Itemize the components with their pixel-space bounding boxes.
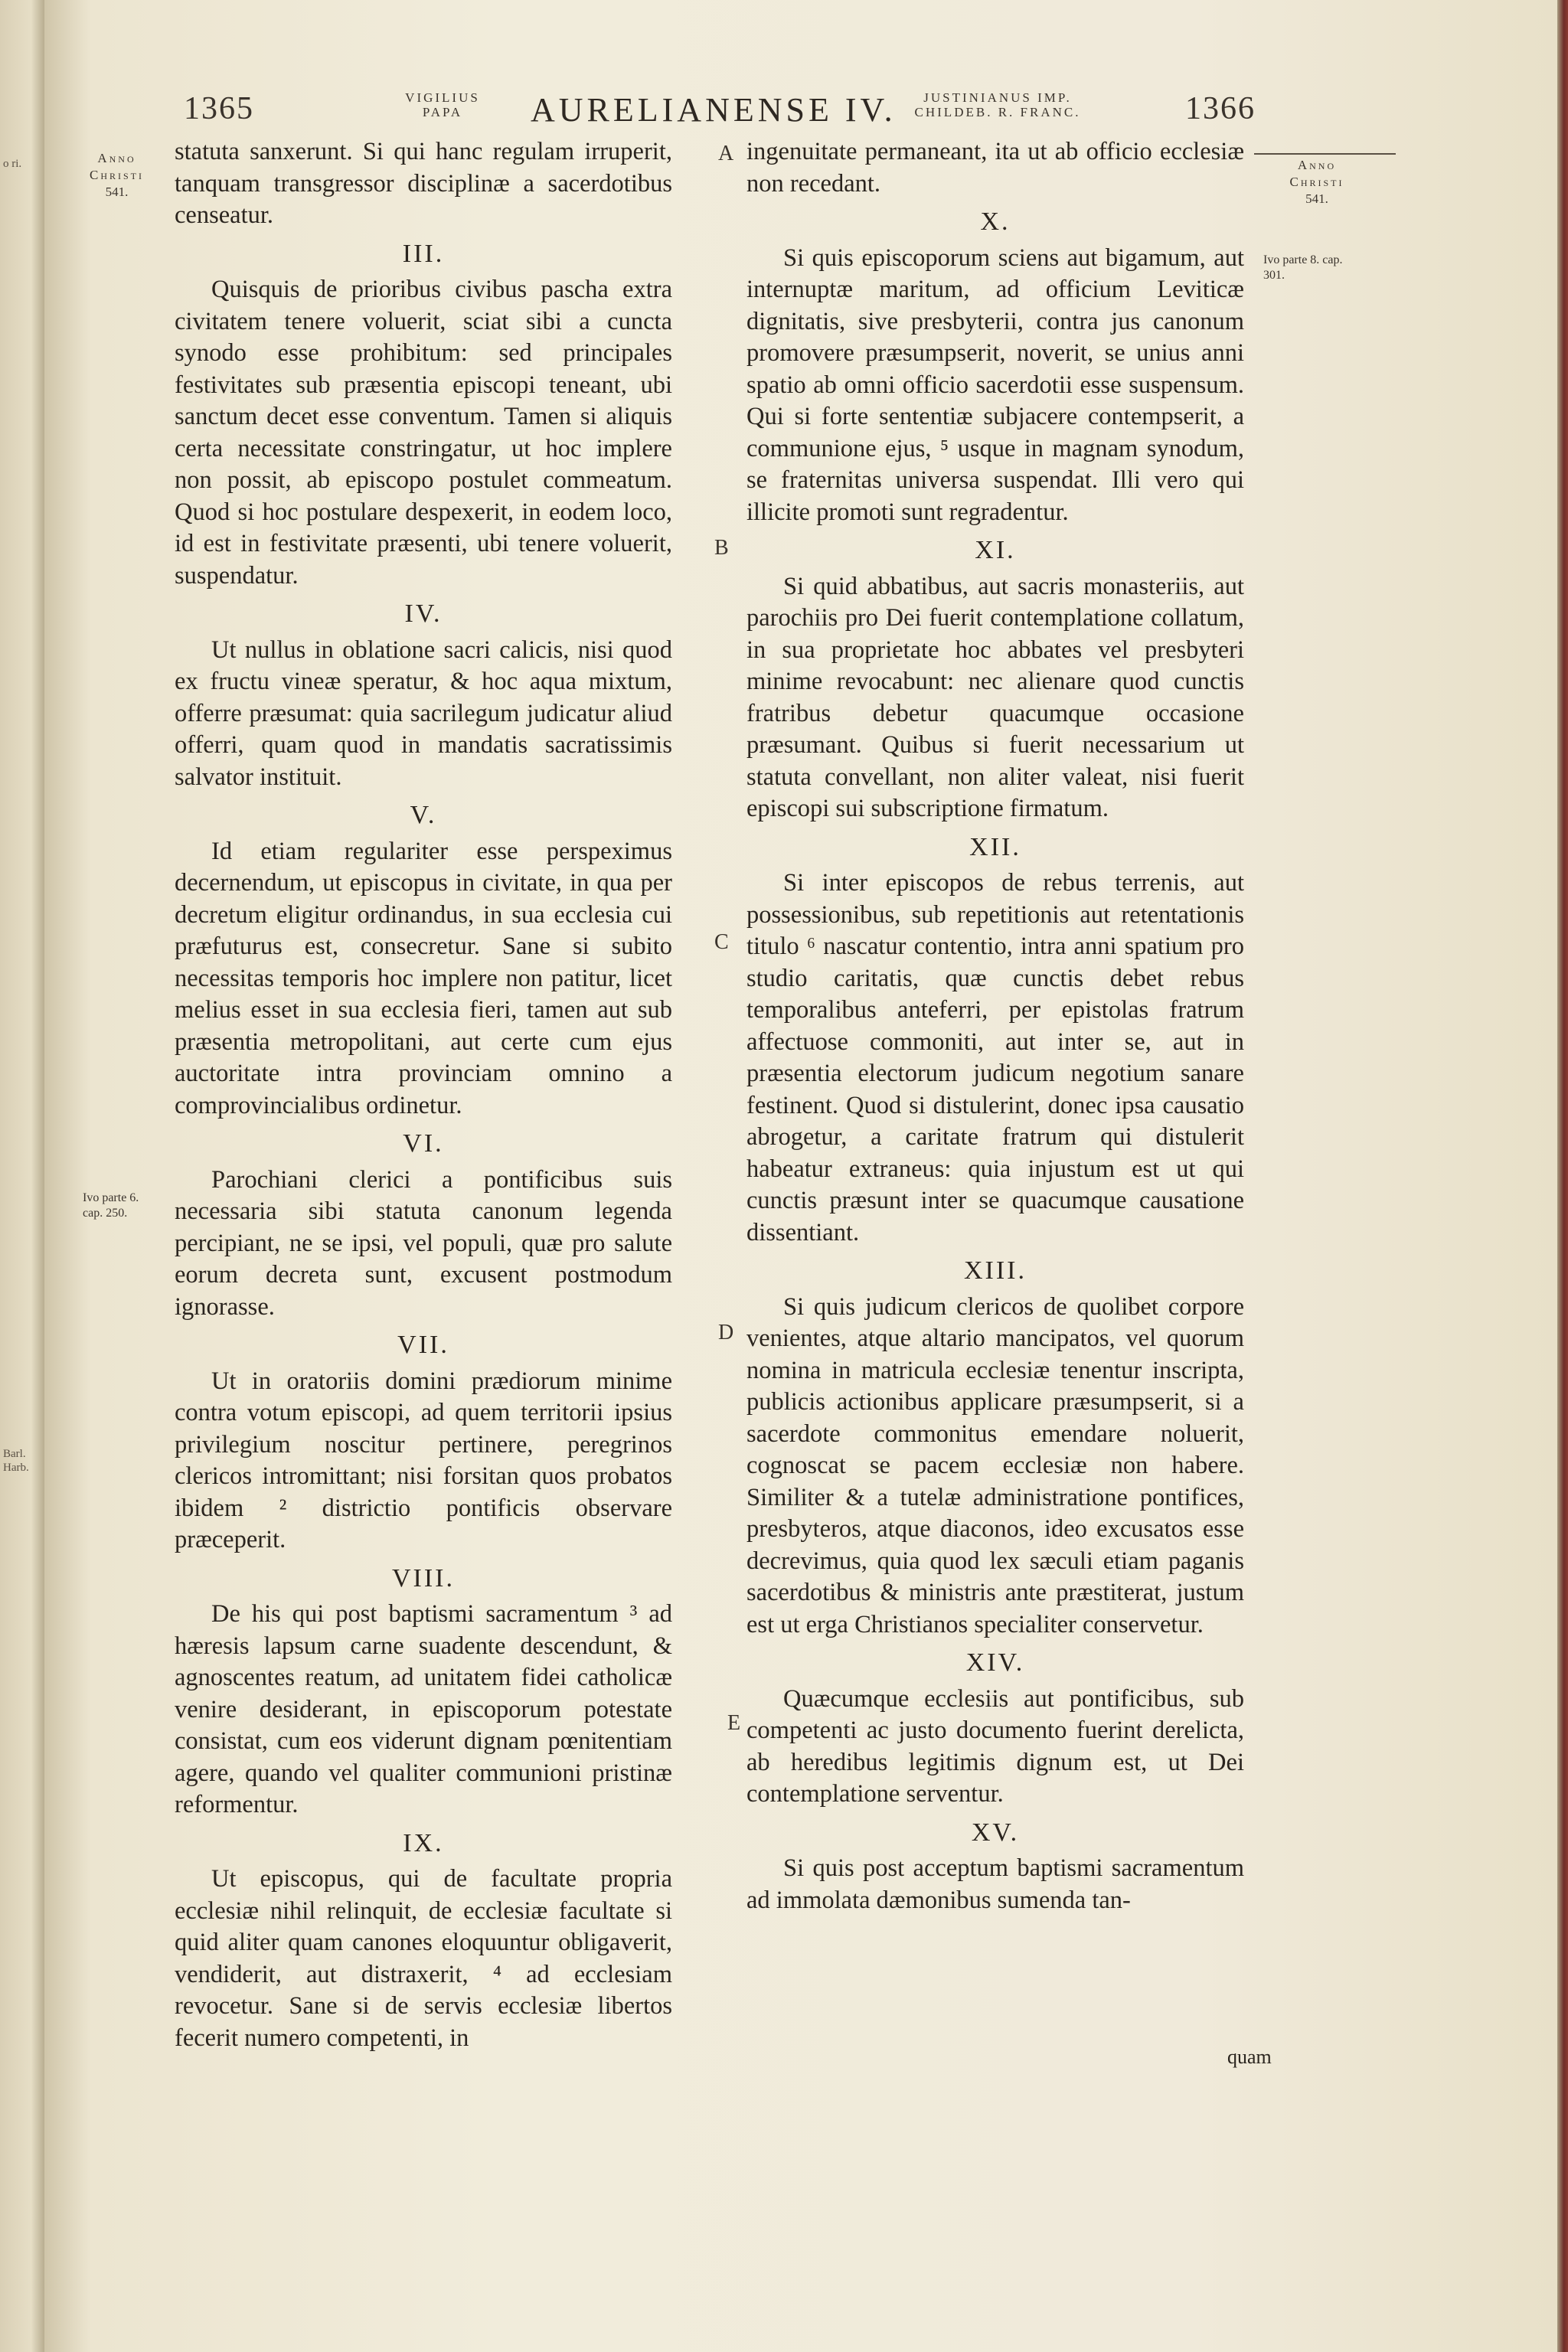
canon-heading: VIII. [391, 1563, 456, 1592]
page-number-right: 1366 [1185, 91, 1256, 126]
year-left: 541. [105, 185, 129, 199]
gutter-note-top: o ri. [3, 158, 22, 170]
canon-heading: VII. [397, 1331, 449, 1359]
header-emperor-line1: JUSTINIANUS IMP. [923, 90, 1072, 105]
year-right: 541. [1305, 191, 1328, 206]
canon-paragraph: Ut nullus in oblatione sacri calicis, nisi quod ex fructu vineæ speratur, & hoc aqua mixtum, offerre præsumat: quia sacrilegum judicatur aliud offerri, quam quod in mandatis sacratissimis salvator instituit. [175, 635, 672, 791]
canon-paragraph: statuta sanxerunt. Si qui hanc regulam irruperit, tanquam transgressor disciplinæ a sacerdotibus censeatur. [175, 138, 672, 229]
canon-paragraph: Si quis post acceptum baptismi sacramentum ad immolata dæmonibus sumenda tan- [746, 1854, 1244, 1914]
canon-heading: XIII. [963, 1256, 1027, 1285]
header-emperor [887, 90, 1109, 119]
section-letter-b: B [714, 536, 729, 560]
catchword: quam [1227, 2046, 1272, 2068]
text-column-left [175, 136, 672, 2057]
canon-heading: III. [402, 239, 445, 268]
canon-heading: VI. [403, 1129, 444, 1158]
anno-left: Anno [97, 151, 136, 165]
section-letter-c: C [714, 930, 729, 954]
canon-paragraph: ingenuitate permaneant, ita ut ab officio ecclesiæ non recedant. [746, 138, 1244, 198]
page-number-left: 1365 [184, 91, 254, 126]
ivo-note-right: Ivo parte 8. cap. 301. [1263, 253, 1343, 282]
christi-left: Christi [89, 168, 144, 182]
canon-paragraph: Si quis episcoporum sciens aut bigamum, aut internuptæ maritum, ad officium Leviticæ dignitatis, sive presbyterii, contra jus canonum promovere præsumpserit, noverit, se unius anni spatio ab omni officio sacerdotii esse suspensum. Qui si forte sententiæ subjacere contempserit, a communione ejus, ⁵ usque in magnam synodum, se fraternitas universa suspendat. Illi vero qui illicite promoti sunt regradentur. [746, 243, 1244, 526]
canon-paragraph: Quisquis de prioribus civibus pascha extra civitatem tenere voluerit, sciat sibi a cuncta synodo esse prohibitum: sed principales festivitates sub præsentia episcopi teneant, ubi sanctum decet esse conventum. Tamen si aliquis certa necessitate constringatur, ut hoc implere non possit, ab episcopo postulet commeatum. Quod si hoc postulare despexerit, in eodem loco, id est in festivitate præsenti, ubi tenere voluerit, suspendatur. [175, 276, 672, 590]
canon-paragraph: Ut episcopus, qui de facultate propria ecclesiæ nihil relinquit, de ecclesiæ facultate si quid aliter quam canones eloquuntur obligaverit, vendiderit, aut distraxerit, ⁴ ad ecclesiam revocetur. Sane si de servis ecclesiæ libertos fecerit numero competenti, in [175, 1865, 672, 2052]
canon-paragraph: Id etiam regulariter esse perspeximus decernendum, ut episcopus in civitate, in qua per decretum eligitur ordinandus, in sua ecclesia cui præfuturus est, consecretur. Sane si subito necessitas temporis hoc implere non patitur, licet melius esset in sua ecclesia fieri, tamen aut sub præsentia metropolitani, aut certe cum ejus auctoritate intra provinciam omnino a comprovincialibus ordinetur. [175, 837, 672, 1119]
header-pope-line1: VIGILIUS [405, 90, 480, 105]
canon-paragraph: Si inter episcopos de rebus terrenis, aut possessionibus, sub repetitionis aut retentationis titulo ⁶ nascatur contentio, intra anni spatium pro studio caritatis, quæ cunctis debet rebus temporalibus anteferri, per epistolas fratrum affectuose commoniti, aut inter se, aut in præsentia electorum judicum negotium sanare festinent. Quod si distulerint, donec ipsa causatio abrogetur, a caritate fratrum qui distulerit habeatur extraneus: quia injustum est ut qui cunctis præsunt inter se quacumque causatione dissentiant. [746, 869, 1244, 1246]
book-page [44, 0, 1568, 2352]
anno-right: Anno [1297, 158, 1337, 172]
canon-paragraph: Quæcumque ecclesiis aut pontificibus, sub competenti ac justo documento fuerint derelicta, ab heredibus legitimis dignum est, ut Dei contemplatione serventur. [746, 1684, 1244, 1808]
canon-heading: XIV. [965, 1648, 1025, 1677]
canon-heading: X. [980, 207, 1011, 236]
header-council-title: AURELIANENSE IV. [531, 91, 897, 129]
gutter-note-bottom: Barl. Harb. [3, 1448, 29, 1474]
christi-right: Christi [1289, 175, 1344, 189]
page-edge [1557, 0, 1568, 2352]
canon-heading: V. [410, 801, 437, 829]
canon-heading: IX. [403, 1828, 444, 1857]
canon-paragraph: De his qui post baptismi sacramentum ³ ad hæresis lapsum carne suadente descendunt, & agnoscentes reatum, ad unitatem fidei catholicæ venire desiderant, in episcoporum potestate consistat, cum eos viderunt dignam pœnitentiam agere, quando vel qualiter communioni pristinæ reformentur. [175, 1600, 672, 1818]
ivo-note-left: Ivo parte 6. cap. 250. [83, 1191, 139, 1220]
canon-heading: XII. [969, 832, 1021, 861]
canon-heading: XI. [975, 536, 1016, 564]
book-gutter [0, 0, 44, 2352]
year-note-left [77, 150, 157, 201]
canon-heading: IV. [404, 599, 443, 628]
text-column-right [746, 136, 1244, 1919]
section-letter-e: E [727, 1711, 741, 1735]
canon-paragraph: Parochiani clerici a pontificibus suis necessaria sibi statuta canonum legenda percipiant, ne se ipsi, vel populi, quæ pro salute eorum decreta sunt, excusent postmodum ignorasse. [175, 1165, 672, 1321]
header-pope-line2: PAPA [422, 105, 463, 119]
header-emperor-line2: CHILDEB. R. FRANC. [914, 105, 1081, 119]
canon-paragraph: Si quid abbatibus, aut sacris monasteriis, aut parochiis pro Dei fuerit contemplatione collatum, in sua proprietate hoc abbates vel presbyteri minime revocabunt: nec alienare quod cunctis fratribus debetur quacumque occasione præsumant. Quibus si fuerit necessarium ut statuta convellant, non aliter valeat, nisi fuerit episcopi sui subscriptione firmatum. [746, 572, 1244, 822]
canon-heading: XV. [971, 1818, 1020, 1847]
section-letter-d: D [718, 1321, 734, 1344]
canon-paragraph: Si quis judicum clericos de quolibet corpore venientes, atque altario mancipatos, vel quorum nomina in matricula ecclesiæ tenentur inscripta, publicis actionibus applicare præsumpserit, si a sacerdote commonitus emendare noluerit, cognoscat se pacem ecclesiæ non habere. Similiter & a tutelæ administratione pontifices, presbyteros, atque diaconos, ideo excusatos esse decrevimus, quia quod lex sæculi etiam paganis sacerdotibus & ministris ante præstiterat, justum est ut erga Christianos specialiter conservetur. [746, 1292, 1244, 1638]
header-rule [1254, 153, 1396, 155]
canon-paragraph: Ut in oratoriis domini prædiorum minime contra votum episcopi, ad quem territorii ipsius privilegium noscitur pertinere, peregrinos clericos intromittant; nisi forsitan quos probatos ibidem ² districtio pontificis observare præceperit. [175, 1367, 672, 1553]
section-letter-a: A [718, 142, 734, 165]
year-note-right [1256, 157, 1378, 207]
header-pope [393, 90, 492, 119]
